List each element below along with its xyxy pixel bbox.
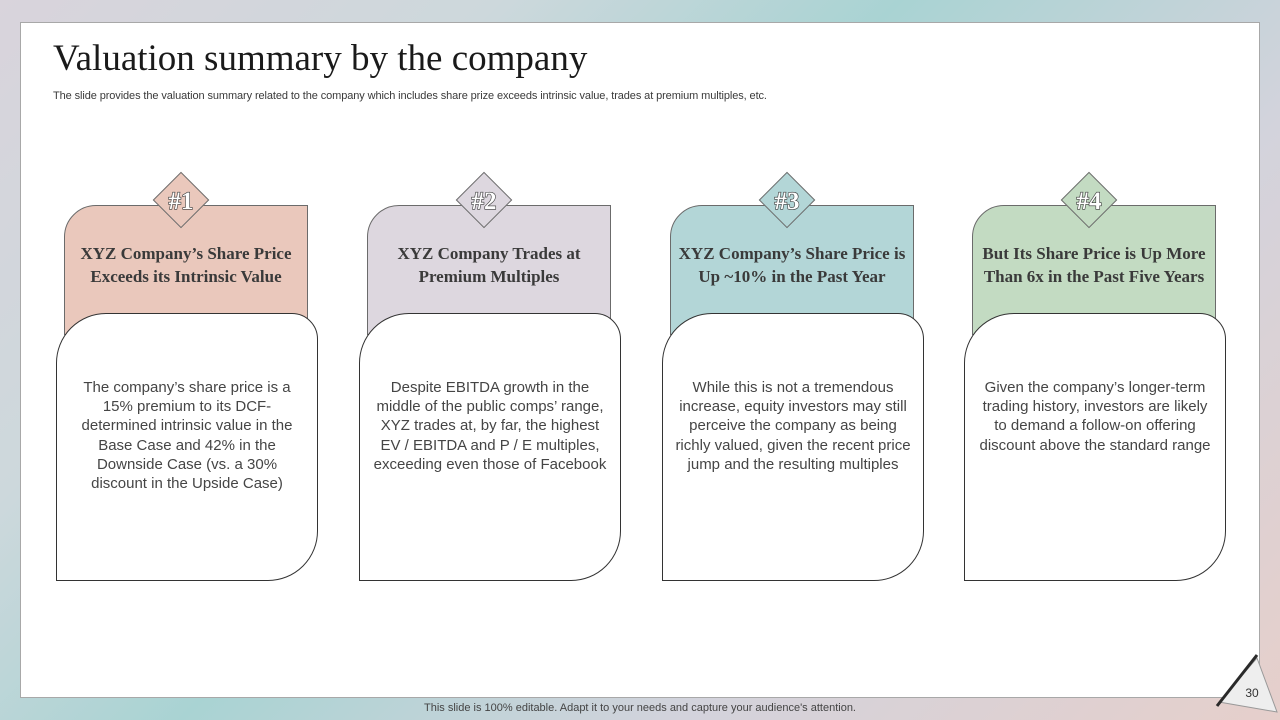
card-body-text: Given the company’s longer-term trading history, investors are likely to demand a follow-on offering discount above the standard range (979, 379, 1211, 454)
page-number: 30 (1245, 686, 1259, 700)
valuation-card-2 (359, 175, 629, 585)
card-heading: XYZ Company’s Share Price Exceeds its Intrinsic Value (80, 244, 292, 286)
corner-triangle-icon (1213, 652, 1279, 718)
card-body-text: While this is not a tremendous increase, equity investors may still perceive the company as being richly valued, given the recent price jump and the resulting multiples (675, 379, 911, 473)
badge-number: #2 (471, 188, 497, 215)
valuation-card-1 (56, 175, 326, 585)
card-heading: XYZ Company Trades at Premium Multiples (397, 244, 581, 286)
card-heading: But Its Share Price is Up More Than 6x in the Past Five Years (982, 244, 1206, 286)
badge-number: #1 (168, 188, 194, 215)
slide-subtitle: The slide provides the valuation summary related to the company which includes share prize exceeds intrinsic value, trades at premium multiples, etc. (53, 90, 767, 102)
badge-number: #3 (774, 188, 800, 215)
card-heading: XYZ Company’s Share Price is Up ~10% in the Past Year (678, 244, 906, 286)
valuation-card-4 (964, 175, 1234, 585)
footer-note: This slide is 100% editable. Adapt it to your needs and capture your audience's attention. (424, 702, 856, 714)
card-body-text: The company’s share price is a 15% premium to its DCF-determined intrinsic value in the Base Case and 42% in the Downside Case (vs. a 30% discount in the Upside Case) (81, 379, 293, 493)
slide-title: Valuation summary by the company (53, 38, 588, 79)
badge-number: #4 (1076, 188, 1102, 215)
valuation-card-3 (662, 175, 932, 585)
card-body-text: Despite EBITDA growth in the middle of the public comps’ range, XYZ trades at, by far, the highest EV / EBITDA and P / E multiples, exceeding even those of Facebook (373, 379, 607, 473)
